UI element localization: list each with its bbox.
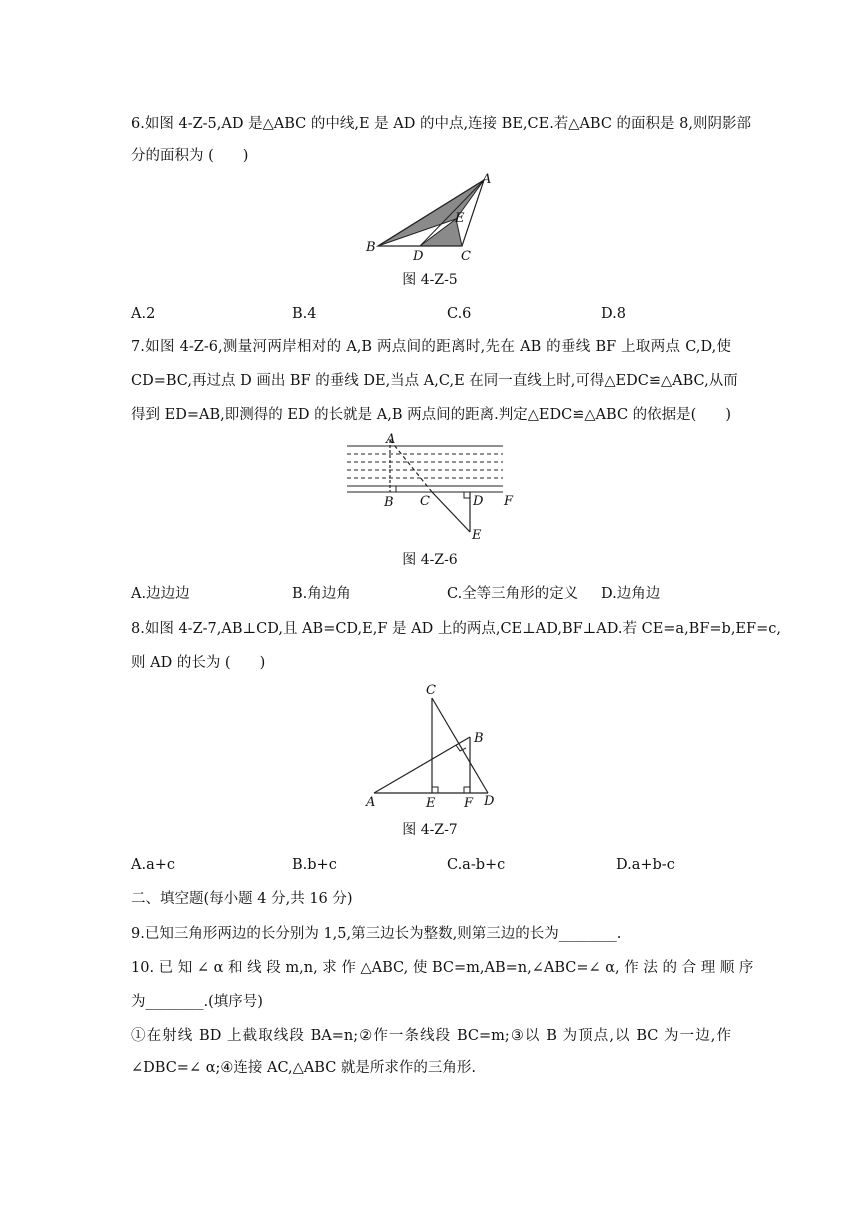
point-label-a: A: [386, 432, 396, 447]
right-angle-f: [464, 787, 470, 793]
q7-option-d[interactable]: D.边角边: [601, 586, 661, 602]
point-label-c: C: [426, 683, 436, 698]
q10-stem-line2: 为________.(填序号): [131, 994, 263, 1010]
right-angle-d: [464, 492, 470, 498]
q6-option-c[interactable]: C.6: [447, 306, 472, 322]
point-label-a: A: [482, 172, 492, 187]
triangle-abc: [378, 180, 484, 246]
q10-stem-line1: 10. 已 知 ∠ α 和 线 段 m,n, 求 作 △ABC, 使 BC=m,AB=n,∠ABC=∠ α, 作 法 的 合 理 顺 序: [131, 960, 754, 976]
q6-stem-line1: 6.如图 4-Z-5,AD 是△ABC 的中线,E 是 AD 的中点,连接 BE,CE.若△ABC 的面积是 8,则阴影部: [131, 116, 752, 132]
point-label-e: E: [426, 796, 436, 810]
right-angle-b: [390, 486, 396, 492]
section-heading: 二、填空题(每小题 4 分,共 16 分): [131, 891, 353, 907]
q7-figure-caption: 图 4-Z-6: [402, 552, 458, 568]
point-label-f: F: [464, 796, 474, 810]
point-label-d: D: [413, 249, 424, 264]
point-label-e: E: [472, 528, 482, 543]
point-label-d: D: [473, 494, 484, 509]
right-angle-e: [432, 787, 438, 793]
q6-option-b[interactable]: B.4: [292, 306, 317, 322]
point-label-b: B: [474, 731, 484, 746]
q8-option-c[interactable]: C.a-b+c: [447, 857, 506, 873]
q7-stem-line3: 得到 ED=AB,即测得的 ED 的长就是 A,B 两点间的距离.判定△EDC≌△ABC 的依据是( ): [131, 407, 731, 423]
q10-steps-line1: ①在射线 BD 上截取线段 BA=n;②作一条线段 BC=m;③以 B 为顶点,以 BC 为一边,作: [131, 1028, 731, 1044]
point-label-f: F: [504, 494, 514, 509]
point-label-c: C: [461, 249, 471, 264]
q7-stem-line1: 7.如图 4-Z-6,测量河两岸相对的 A,B 两点间的距离时,先在 AB 的垂线 BF 上取两点 C,D,使: [131, 339, 731, 355]
q8-figure-caption: 图 4-Z-7: [402, 822, 458, 838]
q7-stem-line2: CD=BC,再过点 D 画出 BF 的垂线 DE,当点 A,C,E 在同一直线上时,可得△EDC≌△ABC,从而: [131, 373, 738, 389]
q8-option-d[interactable]: D.a+b-c: [616, 857, 675, 873]
q8-option-a[interactable]: A.a+c: [131, 857, 175, 873]
q6-stem-line2: 分的面积为 ( ): [131, 148, 249, 164]
q7-option-c[interactable]: C.全等三角形的定义: [447, 586, 579, 602]
q8-option-b[interactable]: B.b+c: [292, 857, 337, 873]
q6-option-d[interactable]: D.8: [601, 306, 626, 322]
point-label-c: C: [420, 494, 430, 509]
figure-4-Z-7: [360, 680, 510, 810]
river-lines: [347, 446, 503, 492]
q6-figure-caption: 图 4-Z-5: [402, 272, 458, 288]
q9-stem: 9.已知三角形两边的长分别为 1,5,第三边长为整数,则第三边的长为________.: [131, 926, 622, 942]
segment-ab: [374, 737, 470, 793]
figure-4-Z-5: [360, 170, 510, 265]
point-label-a: A: [366, 795, 376, 810]
point-label-b: B: [384, 495, 394, 510]
q10-steps-line2: ∠DBC=∠ α;④连接 AC,△ABC 就是所求作的三角形.: [131, 1060, 477, 1076]
point-label-d: D: [484, 794, 495, 809]
q8-stem-line2: 则 AD 的长为 ( ): [131, 655, 266, 671]
point-label-e: E: [455, 211, 465, 226]
q6-option-a[interactable]: A.2: [131, 306, 156, 322]
figure-4-Z-6: [340, 432, 530, 544]
segment-ac: [390, 440, 432, 492]
point-label-b: B: [366, 240, 376, 255]
q8-stem-line1: 8.如图 4-Z-7,AB⊥CD,且 AB=CD,E,F 是 AD 上的两点,CE⊥AD,BF⊥AD.若 CE=a,BF=b,EF=c,: [131, 621, 781, 637]
q7-option-b[interactable]: B.角边角: [292, 586, 351, 602]
q7-option-a[interactable]: A.边边边: [131, 586, 190, 602]
